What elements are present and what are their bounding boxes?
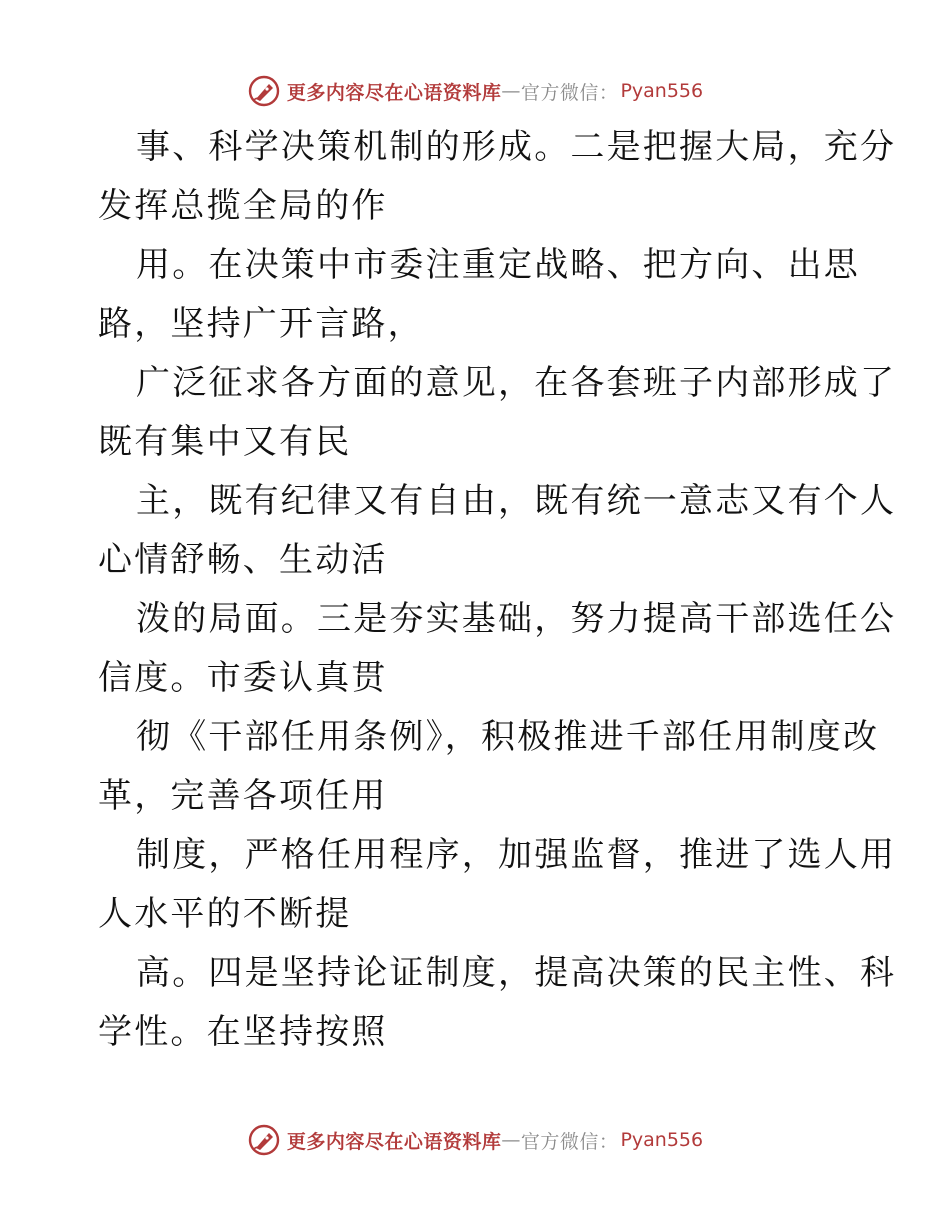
footer-banner [0,1120,950,1160]
paragraph-line: 学性。在坚持按照 [98,1012,388,1052]
paragraph-line: 事、科学决策机制的形成。二是把握大局，充分 [136,127,897,167]
wechat-id: Pyan556 [620,80,704,102]
paragraph [98,590,897,708]
paragraph [98,354,897,472]
wechat-id: Pyan556 [620,1129,704,1151]
pen-nib-logo-icon [247,1123,281,1157]
paragraph-line: 制度，严格任用程序，加强监督，推进了选人用 [136,835,897,875]
paragraph-line: 泼的局面。三是夯实基础，努力提高干部选任公 [136,599,897,639]
paragraph [98,118,897,236]
official-wechat-label: 官方微信： [520,81,619,104]
paragraph-line: 心情舒畅、生动活 [98,540,388,580]
paragraph [98,472,897,590]
paragraph-line: 革，完善各项任用 [98,776,388,816]
separator-text: — [501,80,521,102]
paragraph-line: 高。四是坚持论证制度，提高决策的民主性、科 [136,953,897,993]
paragraph-line: 路，坚持广开言路， [98,304,424,344]
paragraph [98,944,897,1062]
brand-text: 更多内容尽在心语资料库 [286,81,502,104]
paragraph-line: 广泛征求各方面的意见，在各套班子内部形成了 [136,363,897,403]
paragraph-line: 彻《干部任用条例》，积极推进千部任用制度改 [136,717,880,757]
paragraph-line: 发挥总揽全局的作 [98,186,388,226]
pen-nib-logo-icon [247,74,281,108]
paragraph-line: 既有集中又有民 [98,422,352,462]
separator-text: — [501,1129,521,1151]
document-body [98,118,897,1062]
header-banner [0,71,950,111]
paragraph-line: 人水平的不断提 [98,894,352,934]
paragraph-line: 用。在决策中市委注重定战略、把方向、出思 [136,245,860,285]
paragraph [98,236,858,354]
paragraph-line: 信度。市委认真贯 [98,658,388,698]
official-wechat-label: 官方微信： [520,1130,619,1153]
paragraph [98,826,897,944]
paragraph [98,708,880,826]
brand-text: 更多内容尽在心语资料库 [286,1130,502,1153]
paragraph-line: 主，既有纪律又有自由，既有统一意志又有个人 [136,481,897,521]
